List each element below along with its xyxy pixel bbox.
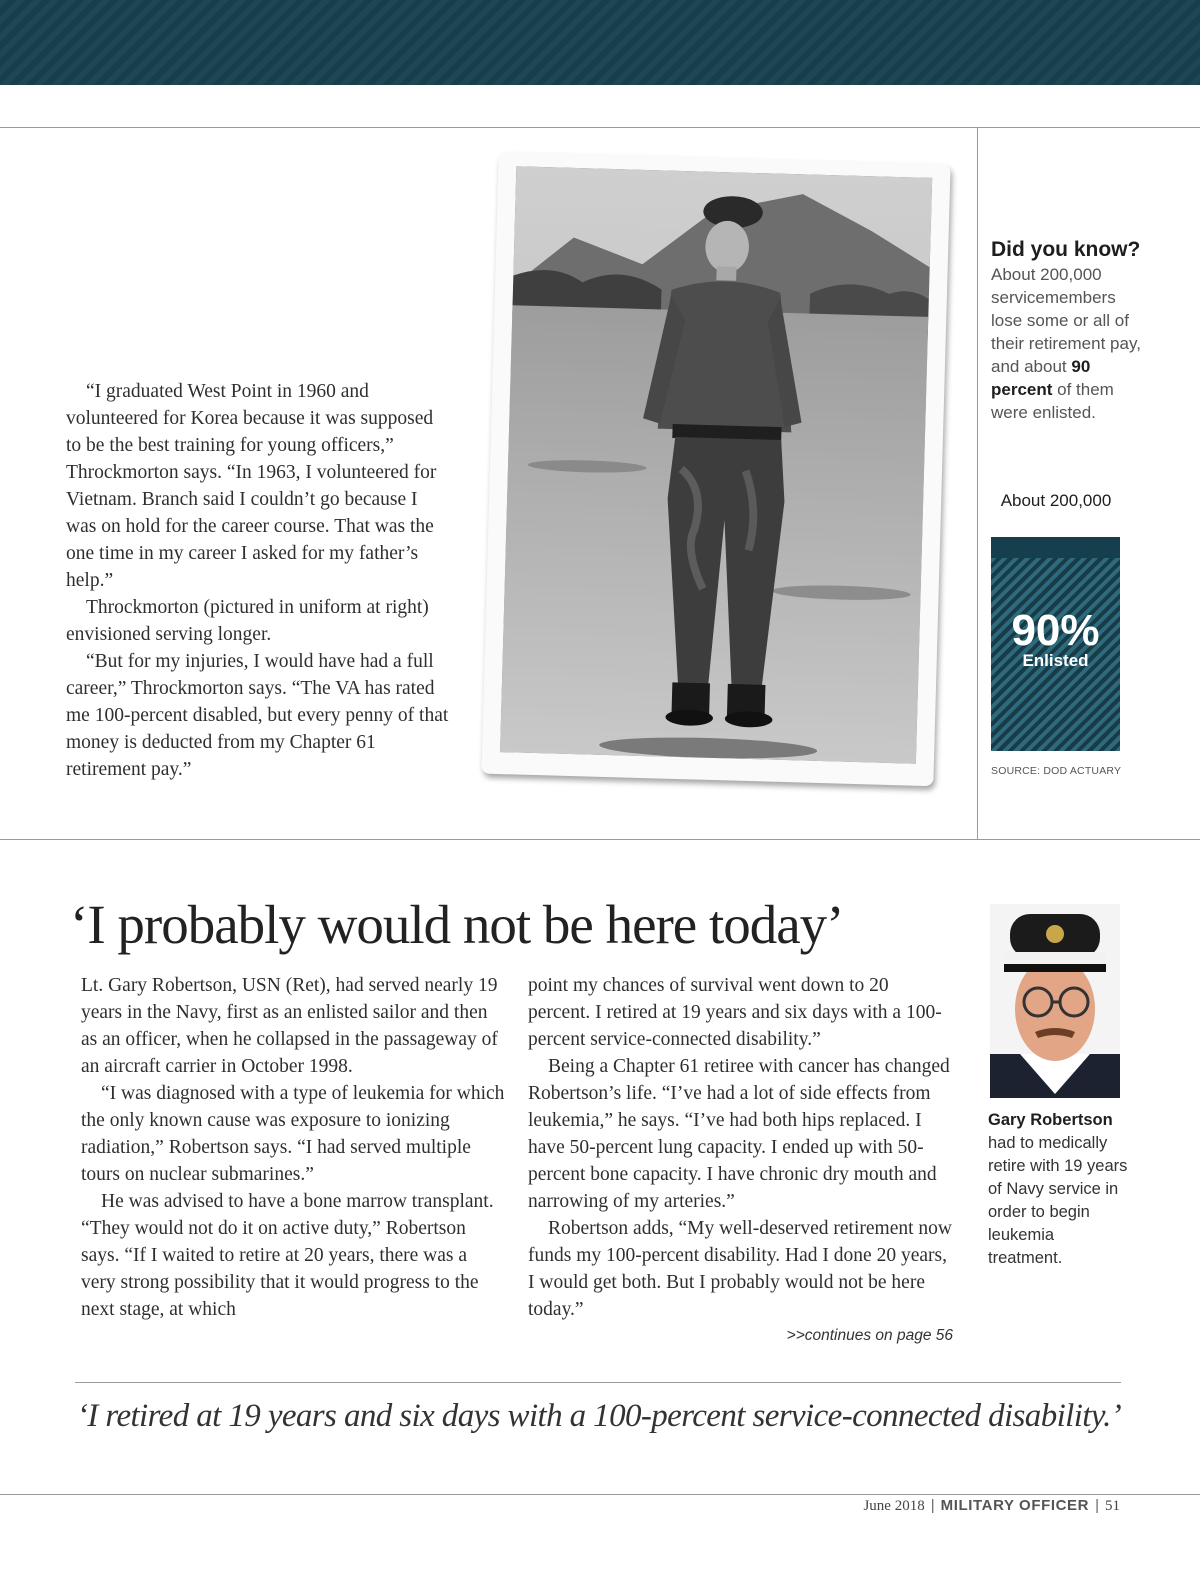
bar-value-label: 90% [1011, 606, 1100, 655]
sidebar-text-before: About 200,000 servicemembers lose some or all of their retirement pay, and about [991, 265, 1141, 376]
sidebar-divider [977, 127, 978, 839]
footer-divider [0, 1494, 1200, 1495]
footer-separator: | [1095, 1497, 1099, 1514]
enlisted-bar-chart [991, 537, 1120, 751]
sidebar-text-after: of them were enlisted. [991, 380, 1114, 422]
footer-separator: | [930, 1497, 935, 1514]
paragraph: “But for my injuries, I would have had a full career,” Throckmorton says. “The VA has rated me 100-percent disabled, but every penny of that money is deducted from my Chapter 61 retirement pay.” [66, 651, 449, 780]
robertson-portrait [990, 904, 1120, 1098]
caption-text: had to medically retire with 19 years of Navy service in order to begin leukemia treatment. [988, 1134, 1128, 1267]
header-bar [0, 0, 1200, 85]
pull-quote: ‘I retired at 19 years and six days with a 100-percent service-connected disability.’ [77, 1398, 1122, 1434]
section-divider [0, 839, 1200, 840]
paragraph: “I was diagnosed with a type of leukemia for which the only known cause was exposure to ionizing radiation,” Robertson says. “I had served multiple tours on nuclear submarines.” [81, 1083, 505, 1185]
portrait-caption [988, 1109, 1128, 1270]
photo-image [500, 166, 932, 763]
paragraph: He was advised to have a bone marrow transplant. “They would not do it on active duty,” Robertson says. “If I waited to retire at 20 years, there was a very strong possibility that it would progress to the next stage, at which [81, 1191, 494, 1320]
paragraph: Throckmorton (pictured in uniform at right) envisioned serving longer. [66, 597, 429, 645]
magazine-name: MILITARY OFFICER [940, 1497, 1090, 1514]
top-divider [0, 127, 1200, 128]
bar-category-label: Enlisted [1022, 651, 1089, 670]
article-column-2 [528, 972, 953, 1347]
paragraph: Lt. Gary Robertson, USN (Ret), had served nearly 19 years in the Navy, first as an enlisted sailor and then as an officer, when he collapsed in the passageway of an aircraft carrier in October 1998. [81, 975, 498, 1077]
portrait-illustration [990, 904, 1120, 1098]
issue-date: June 2018 [863, 1498, 925, 1514]
bar-total-segment [991, 537, 1120, 558]
paragraph: “I graduated West Point in 1960 and volunteered for Korea because it was supposed to be the best training for young officers,” Throckmorton says. “In 1963, I volunteered for Vietnam. Branch said I couldn’t go because I was on hold for the career course. That was the one time in my career I asked for my father’s help.” [66, 381, 437, 591]
soldier-illustration [500, 166, 932, 763]
sidebar-text [991, 263, 1141, 424]
throckmorton-text [66, 378, 450, 783]
paragraph: Being a Chapter 61 retiree with cancer has changed Robertson’s life. “I’ve had a lot of side effects from leukemia,” he says. “I’ve had both hips replaced. I have 50-percent lung capacity. I ended up with 50-percent bone capacity. I have chronic dry mouth and narrowing of my arteries.” [528, 1056, 950, 1212]
article-column-1 [81, 972, 506, 1323]
throckmorton-photo [481, 152, 950, 786]
paragraph: Robertson adds, “My well-deserved retirement now funds my 100-percent disability. Had I done 20 years, I would get both. But I probably would not be here today.” [528, 1218, 952, 1320]
pull-quote-divider [75, 1382, 1121, 1383]
bar-total-label: About 200,000 [1000, 491, 1112, 510]
did-you-know-sidebar [991, 238, 1141, 424]
caption-name: Gary Robertson [988, 1111, 1113, 1129]
page-number: 51 [1105, 1498, 1120, 1514]
chart-source: SOURCE: DOD ACTUARY [991, 765, 1122, 777]
continues-link[interactable]: >>continues on page 56 [786, 1327, 953, 1344]
sidebar-text-bold: 90 percent [991, 357, 1091, 399]
page-footer [863, 1497, 1120, 1515]
article-headline: ‘I probably would not be here today’ [70, 894, 844, 955]
paragraph: point my chances of survival went down to 20 percent. I retired at 19 years and six days with a 100-percent service-connected disability.” [528, 975, 942, 1050]
sidebar-title: Did you know? [991, 238, 1141, 261]
